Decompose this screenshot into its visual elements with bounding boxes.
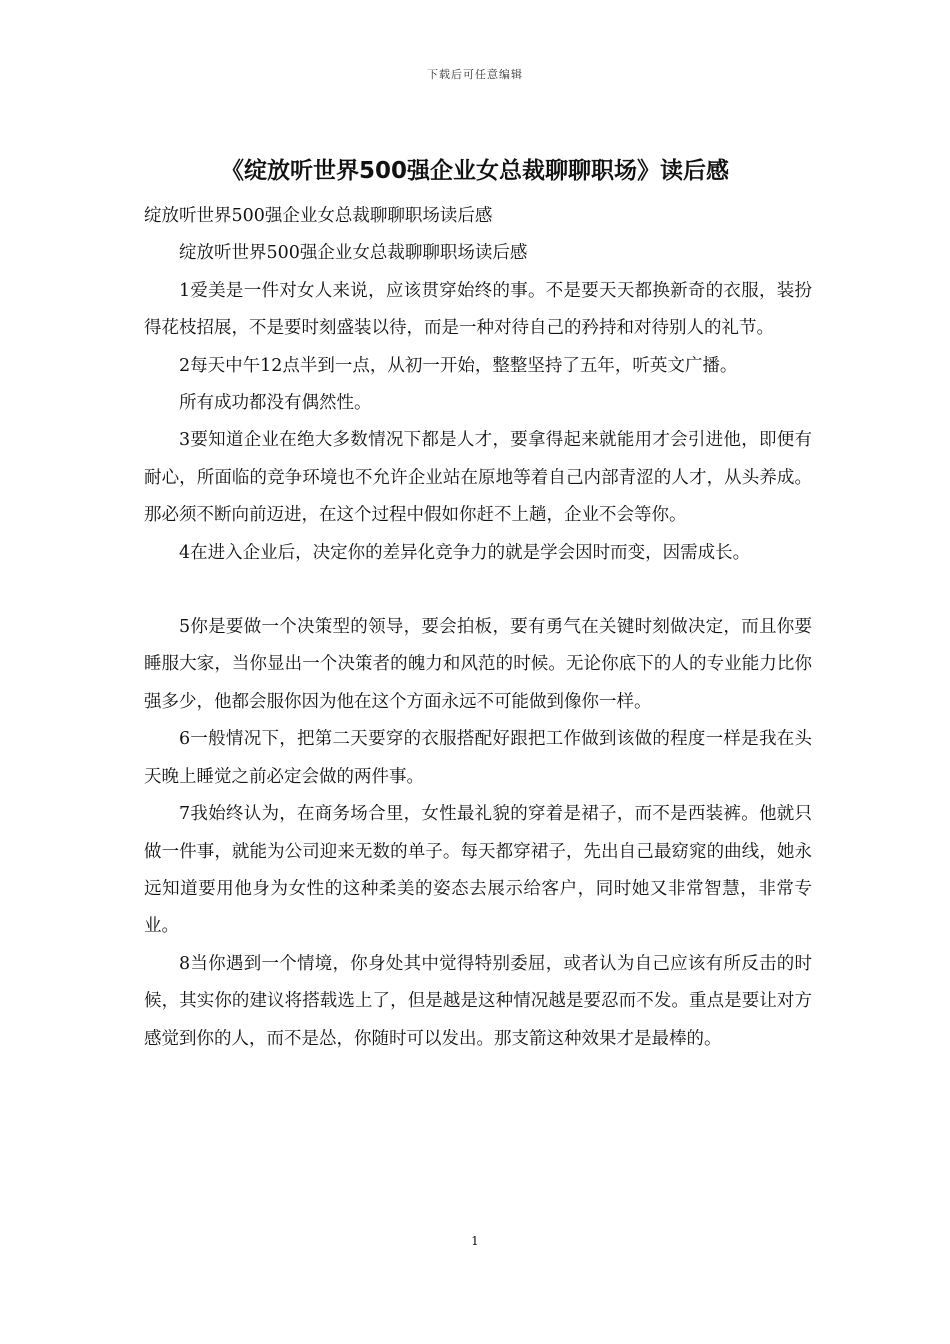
- paragraph: 5你是要做一个决策型的领导，要会拍板，要有勇气在关键时刻做决定，而且你要睡服大家，当你显出一个决策者的魄力和风范的时候。无论你底下的人的专业能力比你强多少，他都会服你因为他在这个方面永远不可能做到像你一样。: [144, 617, 812, 712]
- paragraph: 1爱美是一件对女人来说，应该贯穿始终的事。不是要天天都换新奇的衣服，装扮得花枝招展，不是要时刻盛装以待，而是一种对待自己的矜持和对待别人的礼节。: [144, 280, 812, 339]
- page-number: 1: [471, 1234, 479, 1248]
- paragraph: 4在进入企业后，决定你的差异化竞争力的就是学会因时而变，因需成长。: [179, 542, 751, 563]
- paragraph: 绽放听世界500强企业女总裁聊聊职场读后感: [179, 243, 528, 264]
- paragraph: 6一般情况下，把第二天要穿的衣服搭配好跟把工作做到该做的程度一样是我在头天晚上睡觉之前必定会做的两件事。: [144, 729, 812, 787]
- paragraph: 8当你遇到一个情境，你身处其中觉得特别委屈，或者认为自己应该有所反击的时候，其实你的建议将搭载选上了，但是越是这种情况越是要忍而不发。重点是要让对方感觉到你的人，而不是怂，你随时可以发出。那支箭这种效果才是最棒的。: [144, 953, 812, 1049]
- document-title: 《绽放听世界500强企业女总裁聊聊职场》读后感: [220, 158, 729, 184]
- paragraph: 2每天中午12点半到一点，从初一开始，整整坚持了五年，听英文广播。: [179, 355, 738, 376]
- subtitle-line: 绽放听世界500强企业女总裁聊聊职场读后感: [144, 206, 493, 226]
- paragraph: 7我始终认为，在商务场合里，女性最礼貌的穿着是裙子，而不是西装裤。他就只做一件事，就能为公司迎来无数的单子。每天都穿裙子，先出自己最窈窕的曲线，她永远知道要用他身为女性的这种柔美的姿态去展示给客户，同时她又非常智慧，非常专业。: [144, 804, 812, 937]
- blank-line: [144, 572, 812, 609]
- paragraph: 所有成功都没有偶然性。: [179, 393, 372, 414]
- paragraph: 3要知道企业在绝大多数情况下都是人才，要拿得起来就能用才会引进他，即便有耐心，所面临的竞争环境也不允许企业站在原地等着自己内部青涩的人才，从头养成。那必须不断向前迈进，在这个过程中假如你赶不上趟，企业不会等你。: [144, 430, 812, 526]
- page-header: 下载后可任意编辑: [427, 68, 523, 81]
- document-body: [144, 198, 812, 1058]
